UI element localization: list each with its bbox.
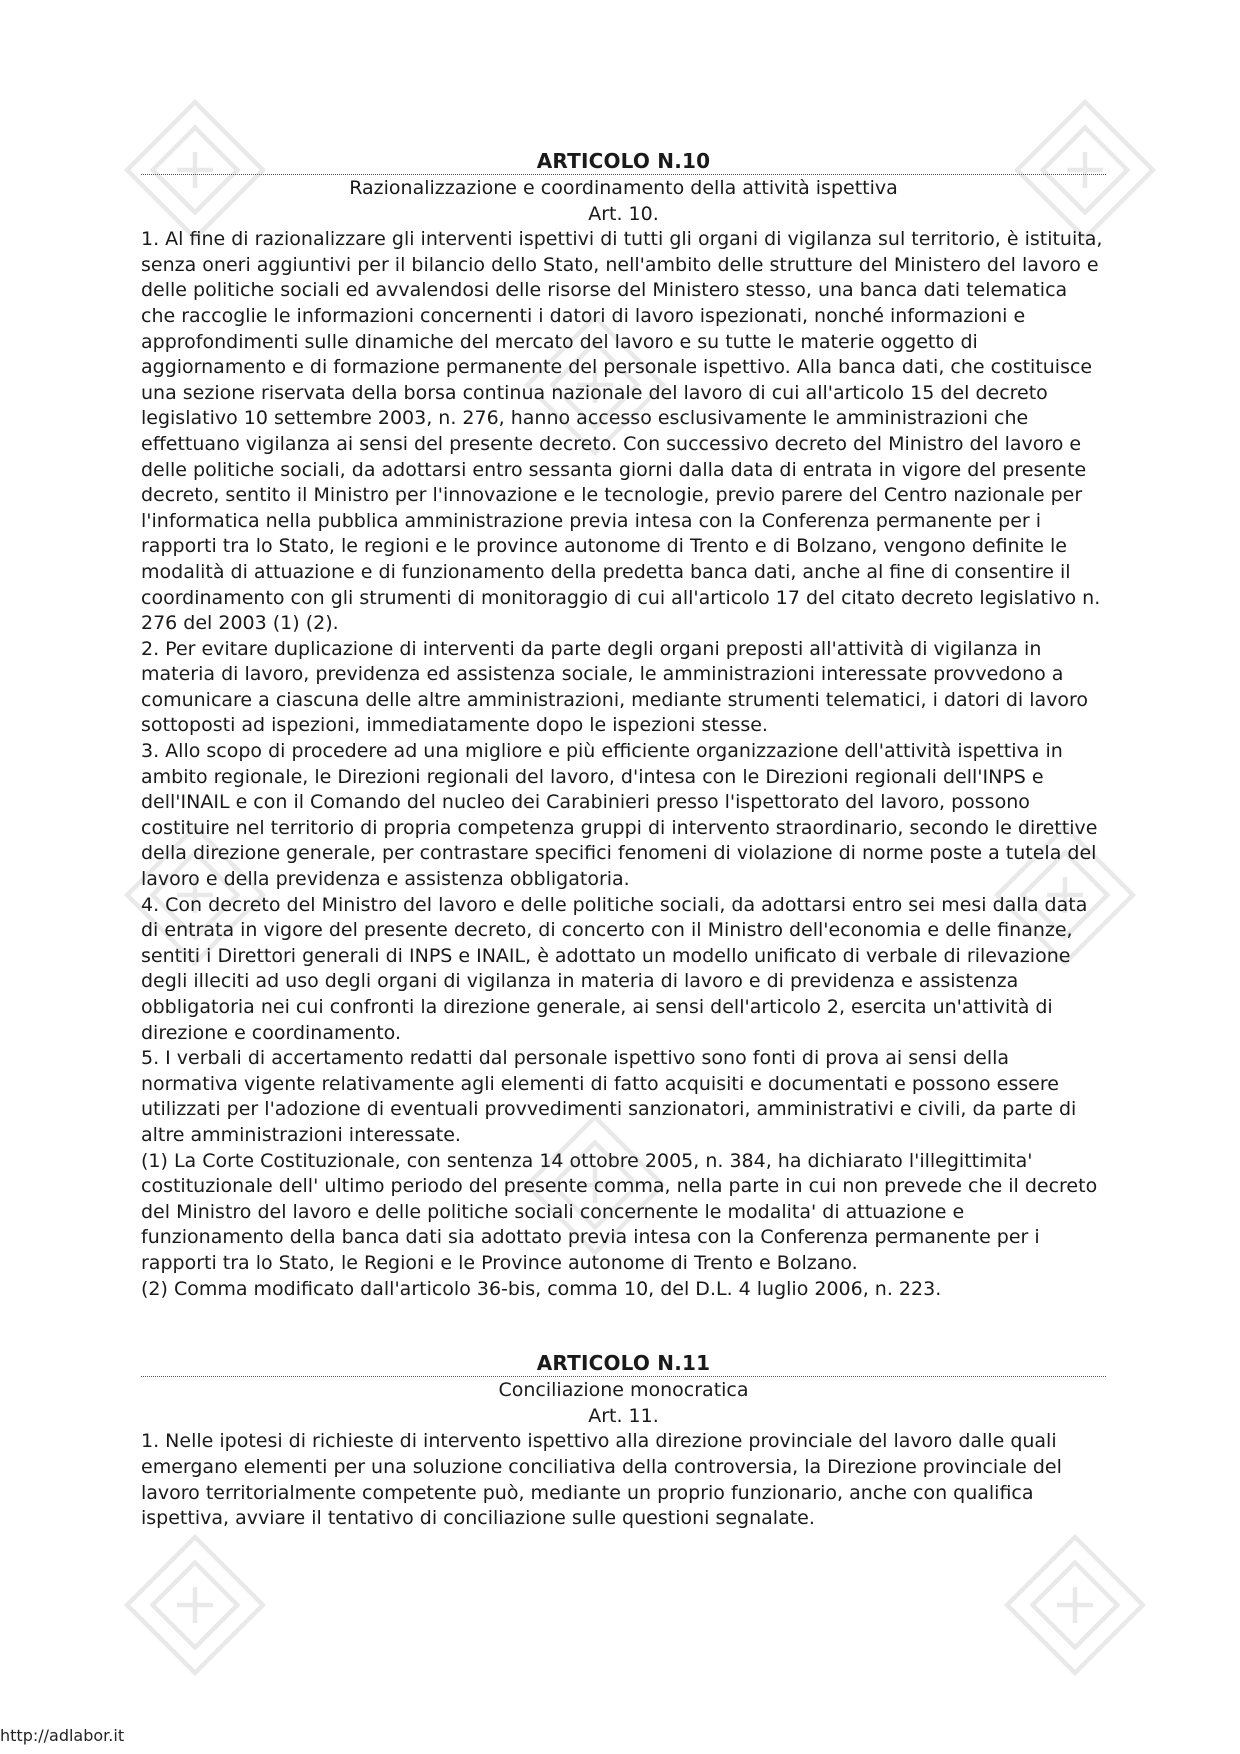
article-title: ARTICOLO N.10 <box>536 149 711 173</box>
watermark-logo-icon <box>120 1530 270 1680</box>
article-10 <box>141 148 1106 1302</box>
paragraph: 4. Con decreto del Ministro del lavoro e delle politiche sociali, da adottarsi entro sei mesi dalla data di entrata in vigore del presente decreto, di concerto con il Ministro dell'economia e delle finanze, sentiti i Direttori generali di INPS e INAIL, è adottato un modello unificato di verbale di rilevazione degli illeciti ad uso degli organi di vigilanza in materia di lavoro e di previdenza e assistenza obbligatoria nei cui confronti la direzione generale, ai sensi dell'articolo 2, esercita un'attività di direzione e coordinamento. <box>141 893 1088 1044</box>
article-title: ARTICOLO N.11 <box>536 1351 711 1376</box>
footer-url: http://adlabor.it <box>0 1726 125 1745</box>
paragraph: 2. Per evitare duplicazione di interventi da parte degli organi preposti all'attività di vigilanza in materia di lavoro, previdenza ed assistenza sociale, le amministrazioni interessate provvedono a comunicare a ciascuna delle altre amministrazioni, mediante strumenti telematici, i datori di lavoro sottoposti ad ispezioni, immediatamente dopo le ispezioni stesse. <box>141 637 1089 737</box>
paragraph: 5. I verbali di accertamento redatti dal personale ispettivo sono fonti di prova ai sensi della normativa vigente relativamente agli elementi di fatto acquisiti e documentati e possono essere utilizzati per l'adozione di eventuali provvedimenti sanzionatori, amministrativi e civili, da parte di altre amministrazioni interessate. <box>141 1047 1077 1146</box>
paragraph: 1. Nelle ipotesi di richieste di intervento ispettivo alla direzione provinciale del lavoro dalle quali emergano elementi per una soluzione conciliativa della controversia, la Direzione provinciale del lavoro territorialmente competente può, mediante un proprio funzionario, anche con qualifica ispettiva, avviare il tentativo di conciliazione sulle questioni segnalate. <box>141 1430 1062 1530</box>
footnote: (2) Comma modificato dall'articolo 36-bis, comma 10, del D.L. 4 luglio 2006, n. 223. <box>141 1277 942 1300</box>
document-body <box>141 148 1106 1532</box>
watermark-logo-icon <box>1000 1530 1150 1680</box>
article-number: Art. 10. <box>588 202 659 225</box>
title-divider <box>141 174 1106 175</box>
article-subtitle: Razionalizzazione e coordinamento della attività ispettiva <box>349 177 898 199</box>
article-11 <box>141 1350 1106 1532</box>
title-divider <box>141 1376 1106 1377</box>
paragraph: 3. Allo scopo di procedere ad una migliore e più efficiente organizzazione dell'attività ispettiva in ambito regionale, le Direzioni regionali del lavoro, d'intesa con le Direzioni regionali dell'INPS e dell'INAIL e con il Comando del nucleo dei Carabinieri presso l'ispettorato del lavoro, possono costituire nel territorio di propria competenza gruppi di intervento straordinario, secondo le direttive della direzione generale, per contrastare specifici fenomeni di violazione di norme poste a tutela del lavoro e della previdenza e assistenza obbligatoria. <box>141 740 1098 891</box>
footnote: (1) La Corte Costituzionale, con sentenza 14 ottobre 2005, n. 384, ha dichiarato l'illegittimita' costituzionale dell' ultimo periodo del presente comma, nella parte in cui non prevede che il decreto del Ministro del lavoro e delle politiche sociali concernente le modalita' di attuazione e funzionamento della banca dati sia adottato previa intesa con la Conferenza permanente per i rapporti tra lo Stato, le Regioni e le Province autonome di Trento e Bolzano. <box>141 1149 1098 1274</box>
article-subtitle: Conciliazione monocratica <box>498 1379 749 1402</box>
paragraph: 1. Al fine di razionalizzare gli interventi ispettivi di tutti gli organi di vigilanza sul territorio, è istituita, senza oneri aggiuntivi per il bilancio dello Stato, nell'ambito delle strutture del Ministero del lavoro e delle politiche sociali ed avvalendosi delle risorse del Ministero stesso, una banca dati telematica che raccoglie le informazioni concernenti i datori di lavoro ispezionati, nonché informazioni e approfondimenti sulle dinamiche del mercato del lavoro e su tutte le materie oggetto di aggiornamento e di formazione permanente del personale ispettivo. Alla banca dati, che costituisce una sezione riservata della borsa continua nazionale del lavoro di cui all'articolo 15 del decreto legislativo 10 settembre 2003, n. 276, hanno accesso esclusivamente le amministrazioni che effettuano vigilanza ai sensi del presente decreto. Con successivo decreto del Ministro del lavoro e delle politiche sociali, da adottarsi entro sessanta giorni dalla data di entrata in vigore del presente decreto, sentito il Ministro per l'innovazione e le tecnologie, previo parere del Centro nazionale per l'informatica nella pubblica amministrazione previa intesa con la Conferenza permanente per i rapporti tra lo Stato, le regioni e le province autonome di Trento e di Bolzano, vengono definite le modalità di attuazione e di funzionamento della predetta banca dati, anche al fine di consentire il coordinamento con gli strumenti di monitoraggio di cui all'articolo 17 del citato decreto legislativo n. 276 del 2003 (1) (2). <box>141 228 1103 635</box>
article-number: Art. 11. <box>588 1404 659 1427</box>
